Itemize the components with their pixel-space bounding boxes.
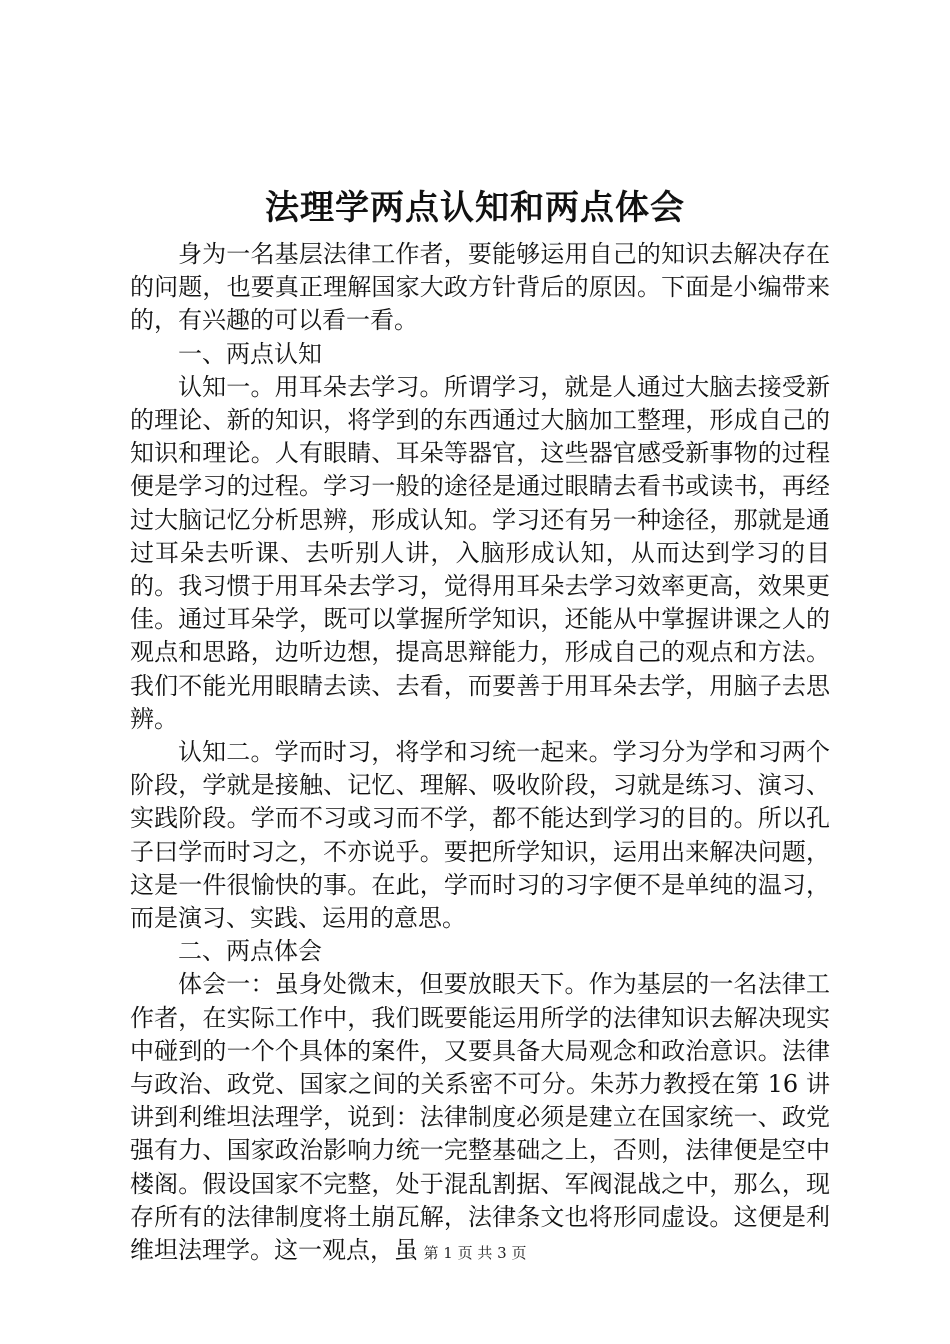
cognition-two-paragraph: 认知二。学而时习，将学和习统一起来。学习分为学和习两个阶段，学就是接触、记忆、理解、吸收阶段，习就是练习、演习、实践阶段。学而不习或习而不学，都不能达到学习的目的。所以孔子曰学而时习之，不亦说乎。要把所学知识，运用出来解决问题，这是一件很愉快的事。在此，学而时习的习字便不是单纯的温习，而是演习、实践、运用的意思。 <box>130 738 830 933</box>
section-heading-cognition: 一、两点认知 <box>178 339 322 368</box>
section-heading-experience: 二、两点体会 <box>178 937 322 966</box>
page-number-footer: 第 1 页 共 3 页 <box>423 1244 527 1262</box>
cognition-one-paragraph: 认知一。用耳朵去学习。所谓学习，就是人通过大脑去接受新的理论、新的知识，将学到的东西通过大脑加工整理，形成自己的知识和理论。人有眼睛、耳朵等器官，这些器官感受新事物的过程便是学习的过程。学习一般的途径是通过眼睛去看书或读书，再经过大脑记忆分析思辨，形成认知。学习还有另一种途径，那就是通过耳朵去听课、去听别人讲，入脑形成认知，从而达到学习的目的。我习惯于用耳朵去学习，觉得用耳朵去学习效率更高，效果更佳。通过耳朵学，既可以掌握所学知识，还能从中掌握讲课之人的观点和思路，边听边想，提高思辩能力，形成自己的观点和方法。我们不能光用眼睛去读、去看，而要善于用耳朵去学，用脑子去思辨。 <box>130 372 830 733</box>
document-title: 法理学两点认知和两点体会 <box>265 188 685 228</box>
experience-one-paragraph: 体会一：虽身处微末，但要放眼天下。作为基层的一名法律工作者，在实际工作中，我们既要能运用所学的法律知识去解决现实中碰到的一个个具体的案件，又要具备大局观念和政治意识。法律与政治、政党、国家之间的关系密不可分。朱苏力教授在第 16 讲讲到利维坦法理学，说到：法律制度必须是建立在国家统一、政党强有力、国家政治影响力统一完整基础之上，否则，法律便是空中楼阁。假设国家不完整，处于混乱割据、军阀混战之中，那么，现存所有的法律制度将土崩瓦解，法律条文也将形同虚设。这便是利维坦法理学。这一观点，虽 <box>130 970 830 1265</box>
document-body <box>130 238 830 1267</box>
intro-paragraph: 身为一名基层法律工作者，要能够运用自己的知识去解决存在的问题，也要真正理解国家大政方针背后的原因。下面是小编带来的，有兴趣的可以看一看。 <box>130 240 830 335</box>
